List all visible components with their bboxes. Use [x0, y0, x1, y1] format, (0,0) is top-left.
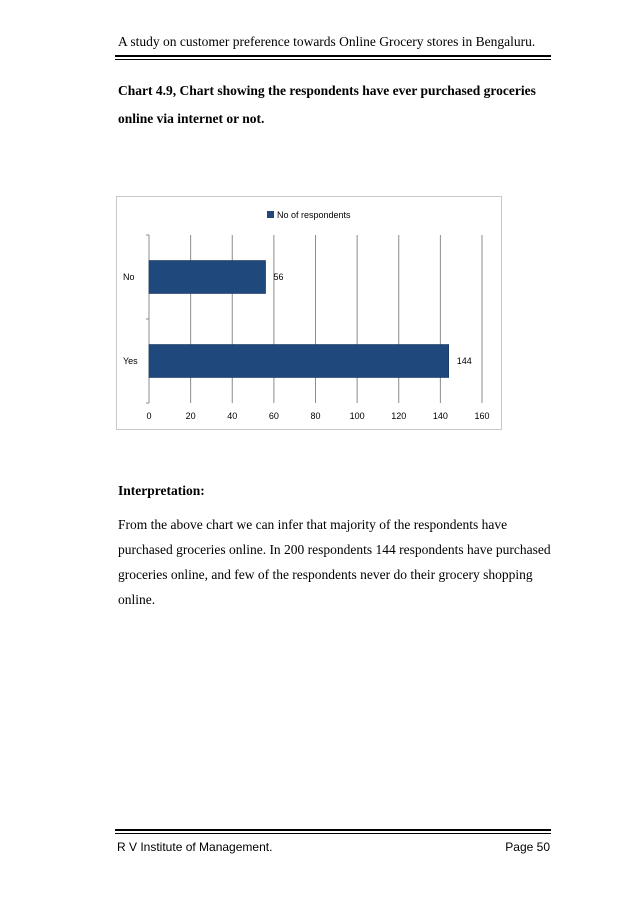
x-tick-label: 80	[310, 411, 321, 421]
footer-rule-thick	[115, 829, 551, 831]
x-tick-label: 100	[349, 411, 365, 421]
legend-swatch	[267, 211, 274, 218]
y-category-label: Yes	[123, 356, 138, 366]
data-label: 144	[456, 356, 472, 366]
interpretation-text: From the above chart we can infer that majority of the respondents have purchased groceries online. In 200 respondents 144 respondents have purchased groceries online, and few of the respondents never do their grocery shopping online.	[118, 517, 551, 607]
footer-rule-thin	[115, 833, 551, 834]
data-label: 56	[273, 272, 284, 282]
footer-institute: R V Institute of Management.	[117, 840, 273, 854]
legend-label: No of respondents	[277, 210, 351, 220]
x-tick-label: 60	[268, 411, 279, 421]
bar-chart	[117, 197, 501, 429]
x-tick-label: 20	[185, 411, 196, 421]
x-tick-label: 120	[391, 411, 407, 421]
footer-page-number: Page 50	[505, 840, 550, 854]
x-tick-label: 0	[146, 411, 152, 421]
header-rule-thin	[115, 59, 551, 60]
interpretation-heading: Interpretation:	[118, 483, 205, 498]
bar-no	[149, 261, 266, 294]
y-category-label: No	[123, 272, 135, 282]
x-tick-label: 160	[474, 411, 490, 421]
running-header: A study on customer preference towards Online Grocery stores in Bengaluru.	[118, 34, 536, 49]
header-rule-thick	[115, 55, 551, 57]
chart-container	[116, 196, 502, 430]
x-tick-label: 40	[227, 411, 238, 421]
chart-caption: Chart 4.9, Chart showing the respondents have ever purchased groceries online via internet or not.	[118, 83, 536, 126]
x-tick-label: 140	[432, 411, 448, 421]
bar-yes	[149, 345, 449, 378]
